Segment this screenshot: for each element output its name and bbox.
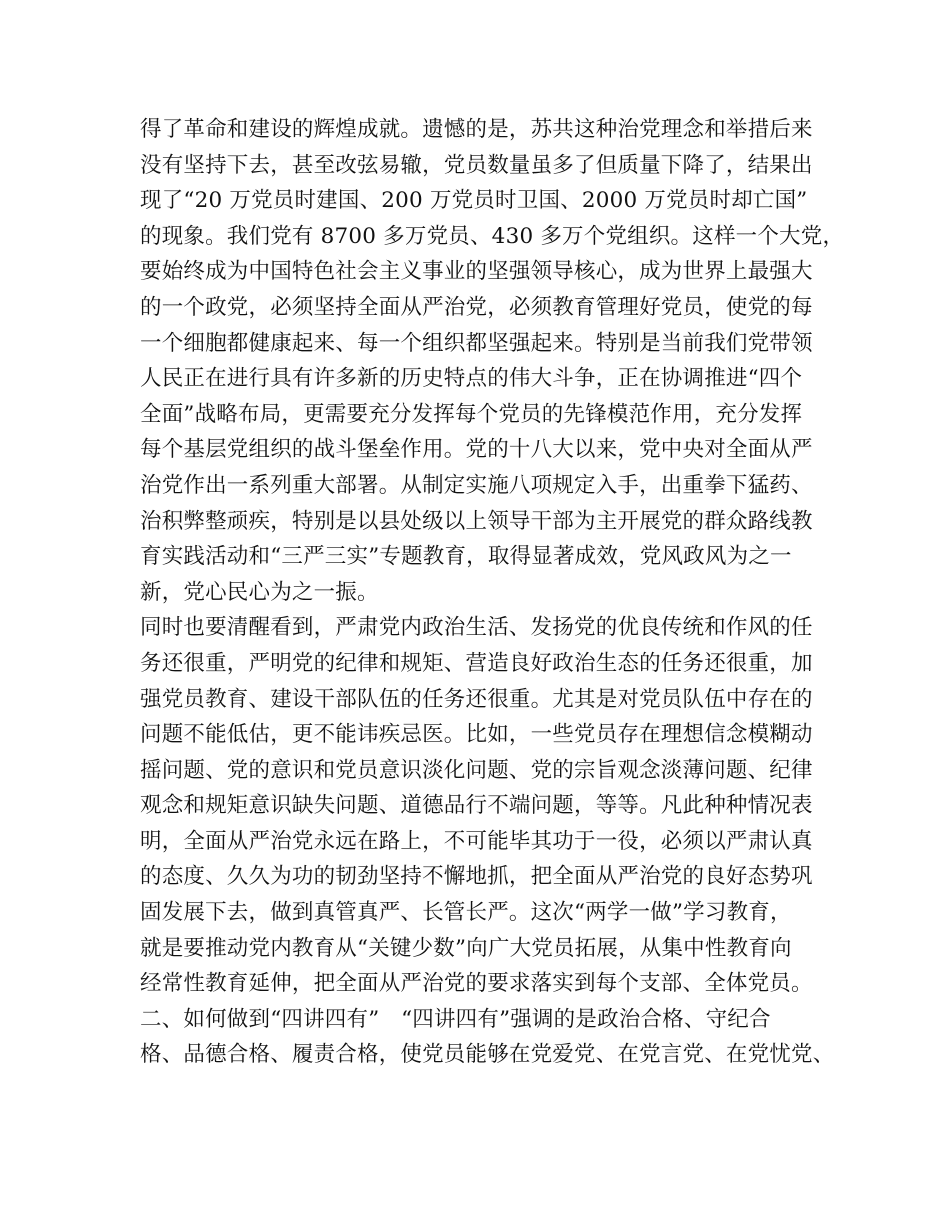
text-line: 同时也要清醒看到，严肃党内政治生活、发扬党的优良传统和作风的任 — [140, 615, 813, 641]
text-line: 育实践活动和“三严三实”专题教育，取得显著成效，党风政风为之一 — [140, 544, 792, 570]
text-line: 全面”战略布局，更需要充分发挥每个党员的先锋模范作用，充分发挥 — [140, 401, 803, 427]
text-line: 得了革命和建设的辉煌成就。遗憾的是，苏共这种治党理念和举措后来 — [140, 117, 813, 142]
text-line: 固发展下去，做到真管真严、长管长严。这次“两学一做”学习教育， — [140, 900, 792, 926]
text-line: 格、品德合格、履责合格，使党员能够在党爱党、在党言党、在党忧党、 — [140, 1042, 835, 1068]
text-line: 现了“20 万党员时建国、200 万党员时卫国、2000 万党员时却亡国” — [140, 188, 808, 214]
text-line: 的一个政党，必须坚持全面从严治党，必须教育管理好党员，使党的每 — [140, 294, 813, 320]
text-line: 务还很重，严明党的纪律和规矩、营造良好政治生态的任务还很重，加 — [140, 650, 813, 676]
text-line: 一个细胞都健康起来、每一个组织都坚强起来。特别是当前我们党带领 — [140, 330, 813, 356]
text-line: 观念和规矩意识缺失问题、道德品行不端问题，等等。凡此种种情况表 — [140, 793, 813, 819]
text-line: 经常性教育延伸，把全面从严治党的要求落实到每个支部、全体党员。 — [140, 971, 813, 997]
text-line: 新，党心民心为之一振。 — [140, 579, 379, 605]
text-line: 就是要推动党内教育从“关键少数”向广大党员拓展，从集中性教育向 — [140, 935, 792, 961]
text-line: 强党员教育、建设干部队伍的任务还很重。尤其是对党员队伍中存在的 — [140, 686, 813, 712]
body-text — [140, 112, 845, 1073]
text-line: 治积弊整顽疾，特别是以县处级以上领导干部为主开展党的群众路线教 — [140, 508, 813, 534]
text-line: 问题不能低估，更不能讳疾忌医。比如，一些党员存在理想信念模糊动 — [140, 722, 813, 748]
text-line: 明，全面从严治党永远在路上，不可能毕其功于一役，必须以严肃认真 — [140, 828, 813, 854]
text-line: 没有坚持下去，甚至改弦易辙，党员数量虽多了但质量下降了，结果出 — [140, 152, 813, 178]
text-line: 每个基层党组织的战斗堡垒作用。党的十八大以来，党中央对全面从严 — [140, 437, 813, 463]
text-line: 二、如何做到“四讲四有” “四讲四有”强调的是政治合格、守纪合 — [140, 1006, 771, 1032]
text-line: 治党作出一系列重大部署。从制定实施八项规定入手，出重拳下猛药、 — [140, 472, 813, 498]
text-line: 摇问题、党的意识和党员意识淡化问题、党的宗旨观念淡薄问题、纪律 — [140, 757, 813, 783]
text-line: 的现象。我们党有 8700 多万党员、430 多万个党组织。这样一个大党， — [140, 223, 845, 249]
text-line: 人民正在进行具有许多新的历史特点的伟大斗争，正在协调推进“四个 — [140, 366, 803, 392]
text-line: 要始终成为中国特色社会主义事业的坚强领导核心，成为世界上最强大 — [140, 259, 813, 285]
text-line: 的态度、久久为功的韧劲坚持不懈地抓，把全面从严治党的良好态势巩 — [140, 864, 813, 890]
